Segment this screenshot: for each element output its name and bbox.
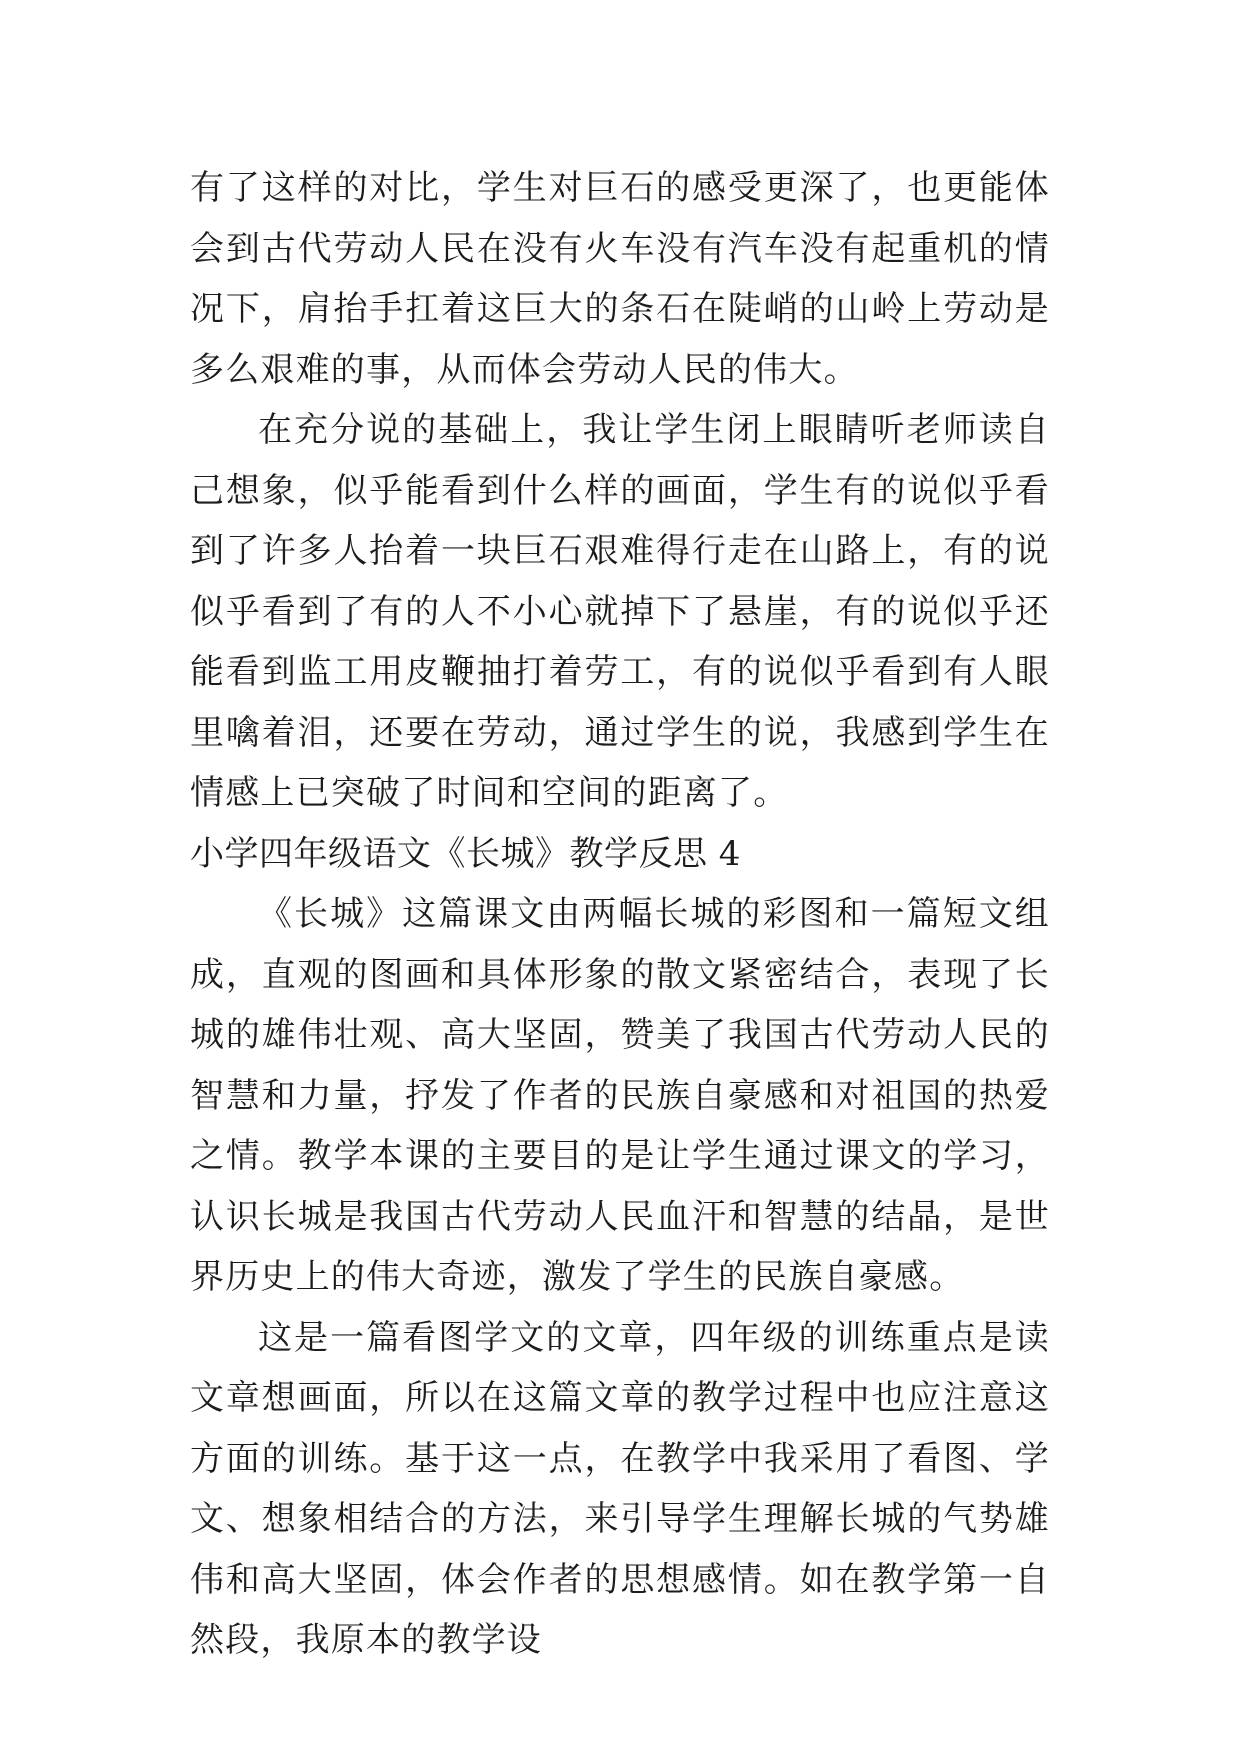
section-heading: 小学四年级语文《长城》教学反思 4 (190, 833, 741, 874)
paragraph-comparison: 有了这样的对比，学生对巨石的感受更深了，也更能体会到古代劳动人民在没有火车没有汽车没有起重机的情况下，肩抬手扛着这巨大的条石在陡峭的山岭上劳动是多么艰难的事，从而体会劳动人民的伟大。 (190, 168, 1050, 390)
paragraph-teaching-method: 这是一篇看图学文的文章，四年级的训练重点是读文章想画面，所以在这篇文章的教学过程中也应注意这方面的训练。基于这一点，在教学中我采用了看图、学文、想象相结合的方法，来引导学生理解长城的气势雄伟和高大坚固，体会作者的思想感情。如在教学第一自然段，我原本的教学设 (190, 1317, 1050, 1660)
document-page (190, 158, 1050, 1671)
paragraph-imagination: 在充分说的基础上，我让学生闭上眼睛听老师读自己想象，似乎能看到什么样的画面，学生有的说似乎看到了许多人抬着一块巨石艰难得行走在山路上，有的说似乎看到了有的人不小心就掉下了悬崖，有的说似乎还能看到监工用皮鞭抽打着劳工，有的说似乎看到有人眼里噙着泪，还要在劳动，通过学生的说，我感到学生在情感上已突破了时间和空间的距离了。 (190, 410, 1050, 813)
paragraph-great-wall-intro: 《长城》这篇课文由两幅长城的彩图和一篇短文组成，直观的图画和具体形象的散文紧密结合，表现了长城的雄伟壮观、高大坚固，赞美了我国古代劳动人民的智慧和力量，抒发了作者的民族自豪感和对祖国的热爱之情。教学本课的主要目的是让学生通过课文的学习，认识长城是我国古代劳动人民血汗和智慧的结晶，是世界历史上的伟大奇迹，激发了学生的民族自豪感。 (190, 894, 1050, 1297)
